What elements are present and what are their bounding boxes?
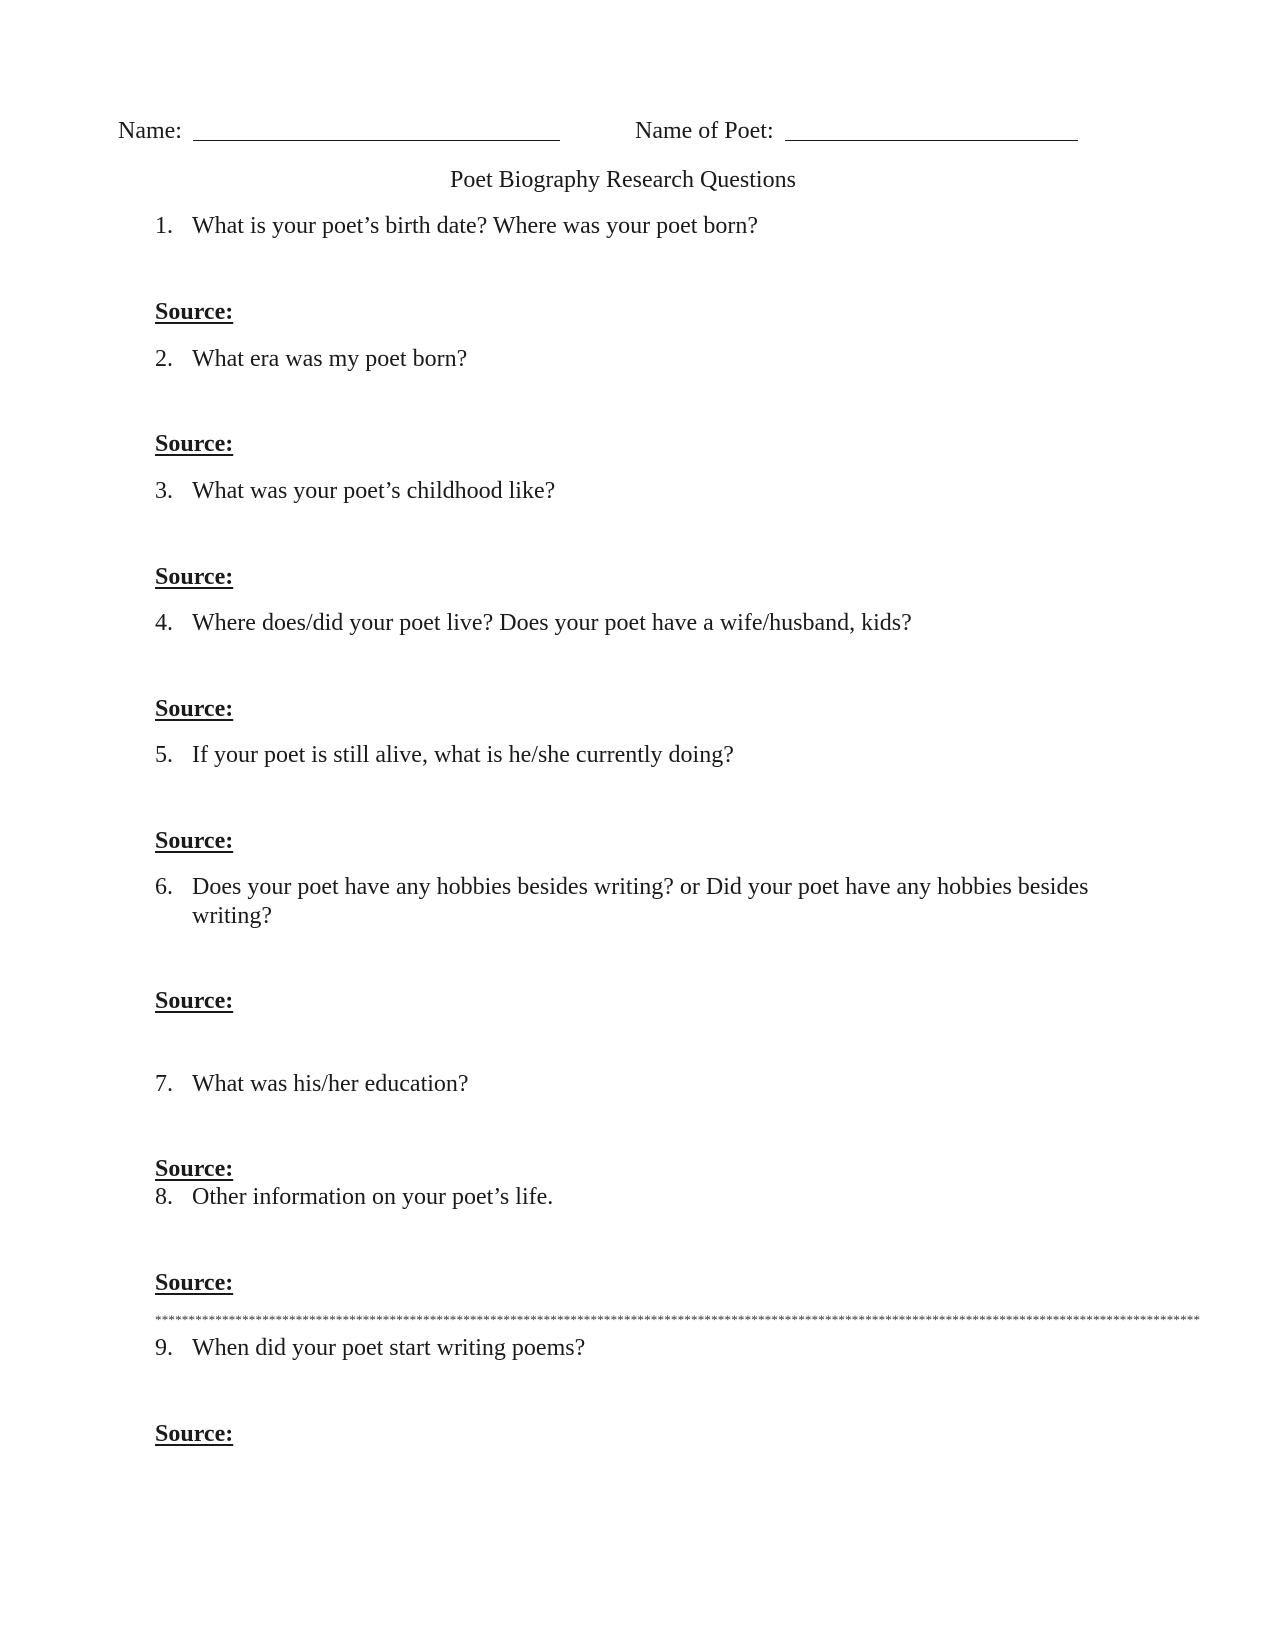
question-4-text: Where does/did your poet live? Does your poet have a wife/husband, kids? [192,610,912,636]
name-blank-line[interactable] [193,140,560,141]
question-6-number: 6. [155,874,173,900]
question-8-number: 8. [155,1184,173,1210]
question-8-text: Other information on your poet’s life. [192,1184,554,1210]
question-7-text: What was his/her education? [192,1071,469,1097]
question-9-source-label: Source: [155,1421,234,1447]
poet-name-blank-line[interactable] [785,140,1078,141]
poet-name-label: Name of Poet: [635,118,774,144]
question-7-source-label: Source: [155,1156,234,1182]
question-6-source-label: Source: [155,988,234,1014]
question-2-number: 2. [155,346,173,372]
question-5-number: 5. [155,742,173,768]
question-3-text: What was your poet’s childhood like? [192,478,556,504]
question-9-number: 9. [155,1335,173,1361]
question-1-number: 1. [155,213,173,239]
question-2-text: What era was my poet born? [192,346,468,372]
question-4-number: 4. [155,610,173,636]
asterisk-separator: ************************************************************************************************************************************************************ [155,1312,1201,1327]
question-3-number: 3. [155,478,173,504]
question-2-source-label: Source: [155,431,234,457]
question-8-source-label: Source: [155,1270,234,1296]
question-5-text: If your poet is still alive, what is he/she currently doing? [192,742,734,768]
question-6-text: Does your poet have any hobbies besides writing? or Did your poet have any hobbies besides writing? [192,874,1089,929]
question-5-source-label: Source: [155,828,234,854]
question-9-text: When did your poet start writing poems? [192,1335,586,1361]
question-3-source-label: Source: [155,564,234,590]
question-7-number: 7. [155,1071,173,1097]
question-1-text: What is your poet’s birth date? Where was your poet born? [192,213,759,239]
name-label: Name: [118,118,182,144]
question-4-source-label: Source: [155,696,234,722]
question-1-source-label: Source: [155,299,234,325]
page-title: Poet Biography Research Questions [450,167,796,193]
